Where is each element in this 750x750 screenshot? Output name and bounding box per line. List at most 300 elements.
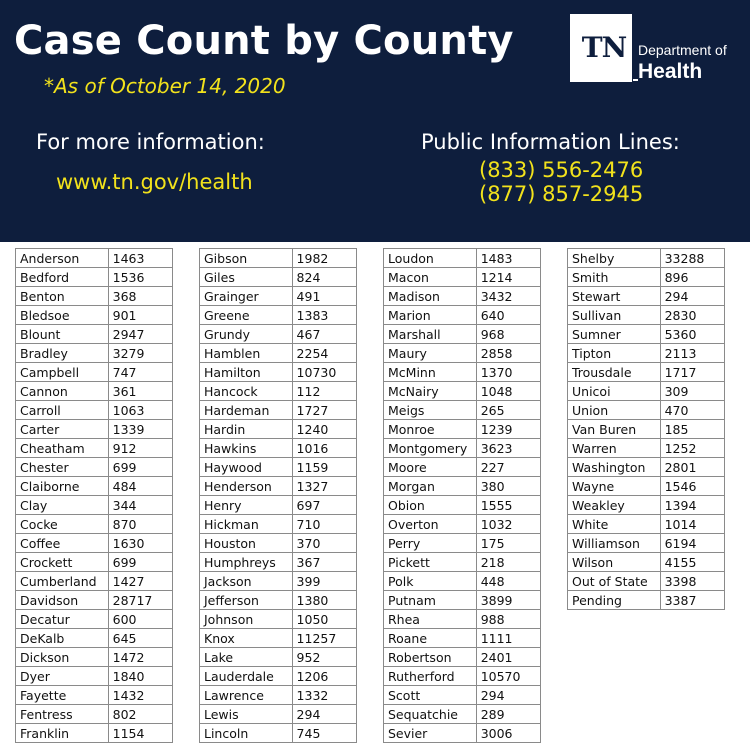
county-name: Robertson [384,648,477,667]
table-row [200,477,357,496]
table-row [200,591,357,610]
case-count: 1154 [108,724,172,743]
case-count: 294 [660,287,724,306]
case-count: 3398 [660,572,724,591]
case-count: 470 [660,401,724,420]
case-count: 697 [292,496,356,515]
case-count: 2947 [108,325,172,344]
tn-health-logo [570,14,740,84]
county-name: Benton [16,287,109,306]
table-row [200,325,357,344]
table-row [384,325,541,344]
table-row [200,249,357,268]
logo-department-text: Department of [638,42,727,58]
county-name: Knox [200,629,293,648]
table-row [200,553,357,572]
case-count: 2401 [476,648,540,667]
table-row [16,420,173,439]
case-count: 33288 [660,249,724,268]
table-row [200,572,357,591]
case-count: 3432 [476,287,540,306]
case-count: 1339 [108,420,172,439]
case-count: 1050 [292,610,356,629]
table-row [568,287,725,306]
case-count: 699 [108,458,172,477]
case-count: 491 [292,287,356,306]
case-count: 1630 [108,534,172,553]
table-row [200,724,357,743]
table-row [200,705,357,724]
county-name: Chester [16,458,109,477]
county-name: Cannon [16,382,109,401]
county-name: Sevier [384,724,477,743]
case-count: 1252 [660,439,724,458]
county-name: Wilson [568,553,661,572]
county-name: Union [568,401,661,420]
logo-abbr: TN [581,31,627,64]
county-name: Montgomery [384,439,477,458]
case-count: 344 [108,496,172,515]
table-row [16,705,173,724]
county-name: Crockett [16,553,109,572]
case-count: 1016 [292,439,356,458]
header-banner [0,0,750,242]
table-row [384,686,541,705]
county-name: Greene [200,306,293,325]
logo-health-text: Health [638,60,703,83]
case-count: 1332 [292,686,356,705]
county-name: Cocke [16,515,109,534]
table-row [16,610,173,629]
county-name: Sumner [568,325,661,344]
county-name: Polk [384,572,477,591]
table-row [16,401,173,420]
table-row [384,420,541,439]
case-count: 1483 [476,249,540,268]
case-count: 2830 [660,306,724,325]
county-name: Clay [16,496,109,515]
case-count: 952 [292,648,356,667]
case-count: 1982 [292,249,356,268]
case-count: 112 [292,382,356,401]
table-row [16,363,173,382]
case-count: 1159 [292,458,356,477]
case-count: 1472 [108,648,172,667]
case-count: 361 [108,382,172,401]
case-count: 3899 [476,591,540,610]
table-row [16,724,173,743]
table-row [200,401,357,420]
county-name: Unicoi [568,382,661,401]
county-name: Sullivan [568,306,661,325]
county-name: Marion [384,306,477,325]
county-name: Hamblen [200,344,293,363]
case-count: 368 [108,287,172,306]
phone-number-1[interactable]: (833) 556-2476 [479,158,644,182]
case-count: 1239 [476,420,540,439]
table-row [384,496,541,515]
county-name: Gibson [200,249,293,268]
table-row [568,382,725,401]
county-name: Bledsoe [16,306,109,325]
county-name: Coffee [16,534,109,553]
county-name: Claiborne [16,477,109,496]
county-name: Sequatchie [384,705,477,724]
case-count: 640 [476,306,540,325]
table-row [16,667,173,686]
table-row [16,553,173,572]
table-row [200,496,357,515]
table-row [200,287,357,306]
county-name: Rhea [384,610,477,629]
case-count: 1383 [292,306,356,325]
case-count: 1111 [476,629,540,648]
county-name: Henry [200,496,293,515]
table-row [384,458,541,477]
case-count: 901 [108,306,172,325]
table-row [16,458,173,477]
table-row [568,344,725,363]
case-count: 1032 [476,515,540,534]
table-row [16,515,173,534]
logo-badge [570,14,632,82]
case-count: 309 [660,382,724,401]
county-name: Lewis [200,705,293,724]
county-name: Marshall [384,325,477,344]
table-row [384,553,541,572]
case-count: 289 [476,705,540,724]
case-count: 1555 [476,496,540,515]
table-row [16,439,173,458]
county-name: Loudon [384,249,477,268]
case-count: 5360 [660,325,724,344]
more-info-label: For more information: [36,130,265,154]
county-name: Williamson [568,534,661,553]
county-name: Lawrence [200,686,293,705]
county-name: Jackson [200,572,293,591]
case-count: 10730 [292,363,356,382]
county-name: Macon [384,268,477,287]
table-row [16,591,173,610]
table-row [568,553,725,572]
county-name: Meigs [384,401,477,420]
table-row [384,724,541,743]
case-count: 1727 [292,401,356,420]
table-row [568,420,725,439]
county-table-3 [383,248,541,743]
case-count: 28717 [108,591,172,610]
county-name: Johnson [200,610,293,629]
county-name: Hickman [200,515,293,534]
phone-number-2[interactable]: (877) 857-2945 [479,182,644,206]
table-row [16,629,173,648]
table-row [16,534,173,553]
county-name: Hamilton [200,363,293,382]
county-name: Blount [16,325,109,344]
county-name: Lake [200,648,293,667]
county-name: Grundy [200,325,293,344]
county-name: Out of State [568,572,661,591]
county-name: Haywood [200,458,293,477]
case-count: 1394 [660,496,724,515]
table-row [200,648,357,667]
case-count: 870 [108,515,172,534]
table-row [200,363,357,382]
table-row [568,534,725,553]
case-count: 294 [476,686,540,705]
table-row [16,249,173,268]
table-row [568,249,725,268]
case-count: 1370 [476,363,540,382]
county-name: Monroe [384,420,477,439]
county-name: Decatur [16,610,109,629]
table-row [384,591,541,610]
case-count: 185 [660,420,724,439]
table-row [384,572,541,591]
county-name: Giles [200,268,293,287]
case-count: 896 [660,268,724,287]
case-count: 699 [108,553,172,572]
county-name: Houston [200,534,293,553]
case-count: 218 [476,553,540,572]
table-row [568,439,725,458]
table-row [200,610,357,629]
table-row [16,572,173,591]
county-name: Pickett [384,553,477,572]
case-count: 484 [108,477,172,496]
table-row [200,382,357,401]
table-row [384,667,541,686]
table-row [384,610,541,629]
county-name: Madison [384,287,477,306]
table-row [200,515,357,534]
table-row [200,420,357,439]
table-row [16,477,173,496]
county-name: McMinn [384,363,477,382]
case-count: 645 [108,629,172,648]
table-row [568,306,725,325]
county-name: Lincoln [200,724,293,743]
case-count: 1427 [108,572,172,591]
case-count: 448 [476,572,540,591]
case-count: 4155 [660,553,724,572]
county-name: DeKalb [16,629,109,648]
case-count: 1463 [108,249,172,268]
case-count: 1546 [660,477,724,496]
case-count: 265 [476,401,540,420]
county-table-2 [199,248,357,743]
more-info-link[interactable]: www.tn.gov/health [56,170,253,194]
county-name: White [568,515,661,534]
county-name: Grainger [200,287,293,306]
table-row [384,515,541,534]
table-row [384,268,541,287]
county-name: Davidson [16,591,109,610]
table-row [568,496,725,515]
table-row [568,458,725,477]
table-row [16,344,173,363]
county-name: Tipton [568,344,661,363]
case-count: 1717 [660,363,724,382]
county-name: Morgan [384,477,477,496]
case-count: 2113 [660,344,724,363]
case-count: 2801 [660,458,724,477]
case-count: 710 [292,515,356,534]
table-row [568,268,725,287]
county-name: Scott [384,686,477,705]
case-count: 745 [292,724,356,743]
table-row [384,344,541,363]
table-row [16,686,173,705]
county-name: Franklin [16,724,109,743]
county-name: Trousdale [568,363,661,382]
county-name: Bradley [16,344,109,363]
county-name: Moore [384,458,477,477]
county-name: Weakley [568,496,661,515]
table-row [384,705,541,724]
table-row [568,363,725,382]
table-row [384,363,541,382]
county-name: Hawkins [200,439,293,458]
county-name: Washington [568,458,661,477]
case-count: 467 [292,325,356,344]
table-row [568,591,725,610]
case-count: 912 [108,439,172,458]
case-count: 1840 [108,667,172,686]
county-name: Maury [384,344,477,363]
table-row [384,401,541,420]
table-row [568,325,725,344]
table-row [200,306,357,325]
table-row [384,306,541,325]
county-name: Overton [384,515,477,534]
case-count: 3623 [476,439,540,458]
case-count: 2254 [292,344,356,363]
county-name: Pending [568,591,661,610]
case-count: 380 [476,477,540,496]
case-count: 824 [292,268,356,287]
table-row [384,648,541,667]
table-row [568,572,725,591]
county-name: Rutherford [384,667,477,686]
county-name: Jefferson [200,591,293,610]
table-row [16,268,173,287]
county-name: Roane [384,629,477,648]
table-row [568,477,725,496]
case-count: 367 [292,553,356,572]
case-count: 10570 [476,667,540,686]
table-row [384,477,541,496]
county-name: Dyer [16,667,109,686]
case-count: 175 [476,534,540,553]
county-name: Obion [384,496,477,515]
county-name: Fentress [16,705,109,724]
case-count: 1014 [660,515,724,534]
county-name: Hardeman [200,401,293,420]
county-name: Putnam [384,591,477,610]
table-row [200,667,357,686]
table-row [384,249,541,268]
county-name: Bedford [16,268,109,287]
county-name: Warren [568,439,661,458]
county-name: Anderson [16,249,109,268]
table-row [16,287,173,306]
table-row [384,629,541,648]
county-name: McNairy [384,382,477,401]
county-name: Carroll [16,401,109,420]
county-name: Hardin [200,420,293,439]
county-name: Lauderdale [200,667,293,686]
case-count: 1380 [292,591,356,610]
county-name: Henderson [200,477,293,496]
county-name: Stewart [568,287,661,306]
county-table-1 [15,248,173,743]
case-count: 747 [108,363,172,382]
case-count: 3006 [476,724,540,743]
case-count: 6194 [660,534,724,553]
case-count: 370 [292,534,356,553]
as-of-date: *As of October 14, 2020 [44,74,286,98]
county-name: Dickson [16,648,109,667]
table-row [384,382,541,401]
table-row [384,287,541,306]
info-lines-label: Public Information Lines: [421,130,680,154]
case-count: 1214 [476,268,540,287]
table-row [16,325,173,344]
table-row [200,344,357,363]
case-count: 1048 [476,382,540,401]
table-row [16,648,173,667]
table-row [16,496,173,515]
county-name: Humphreys [200,553,293,572]
table-row [16,306,173,325]
case-count: 1432 [108,686,172,705]
case-count: 600 [108,610,172,629]
county-name: Fayette [16,686,109,705]
county-name: Carter [16,420,109,439]
county-name: Shelby [568,249,661,268]
county-name: Cumberland [16,572,109,591]
case-count: 1240 [292,420,356,439]
county-table-4 [567,248,725,610]
case-count: 1063 [108,401,172,420]
county-name: Campbell [16,363,109,382]
case-count: 399 [292,572,356,591]
table-row [568,515,725,534]
county-name: Wayne [568,477,661,496]
table-row [200,458,357,477]
table-row [200,268,357,287]
table-row [384,534,541,553]
table-row [200,534,357,553]
case-count: 1536 [108,268,172,287]
table-row [384,439,541,458]
table-row [200,629,357,648]
case-count: 968 [476,325,540,344]
case-count: 2858 [476,344,540,363]
case-count: 1327 [292,477,356,496]
county-name: Perry [384,534,477,553]
table-row [568,401,725,420]
case-count: 11257 [292,629,356,648]
table-row [16,382,173,401]
case-count: 3387 [660,591,724,610]
county-name: Cheatham [16,439,109,458]
case-count: 802 [108,705,172,724]
county-name: Hancock [200,382,293,401]
county-name: Smith [568,268,661,287]
page-title: Case Count by County [14,18,514,64]
